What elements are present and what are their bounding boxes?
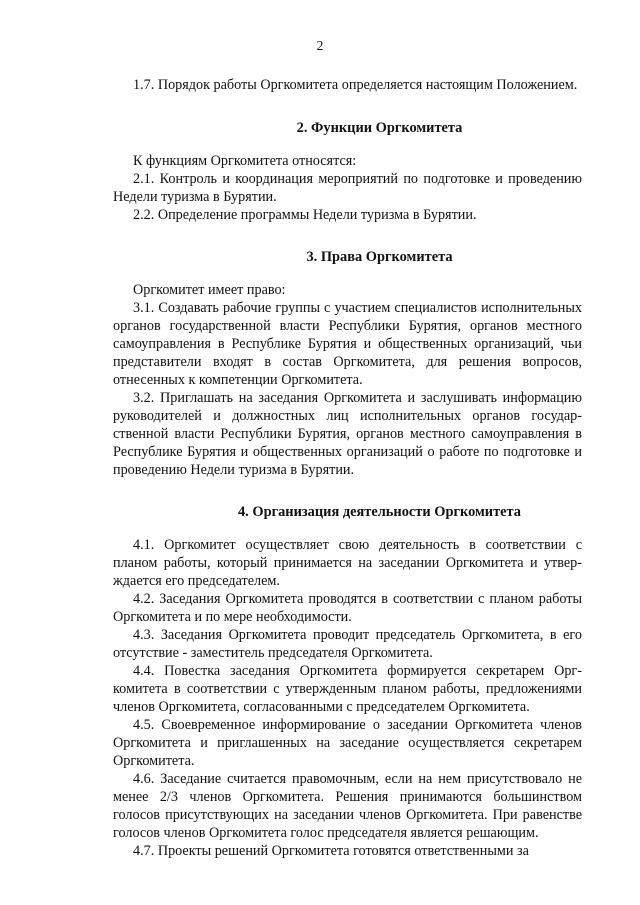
- page-number: 2: [316, 38, 324, 53]
- section-3-heading: 3. Права Оргкомитета: [306, 249, 453, 265]
- section-4-heading: 4. Организация деятельности Оргкомитета: [237, 504, 521, 520]
- paragraph-3-1: 3.1. Создавать рабочие группы с участием специалистов исполнительных органов государственной власти Республики Бурятия, органов местного самоуправления в Республике Бурятия и общественных организаций, чьи представители входят в состав Оргкомитета, для решения вопросов, отнесенных к компетенции Оргкомитета.: [113, 300, 582, 388]
- paragraph-4-5: 4.5. Своевременное информирование о заседании Оргкомитета членов Оргкомитета и приглашенных на заседание осуществляется секретарем Оргкомитета.: [113, 717, 582, 769]
- paragraph-4-6: 4.6. Заседание считается правомочным, если на нем присутствовало не менее 2/3 членов Оргкомитета. Решения принимаются большинством голосов присутствующих на заседании членов Оргкомитета. При равенстве голосов членов Оргкомитета голос председателя является решающим.: [113, 771, 582, 841]
- document-body: [113, 76, 582, 860]
- paragraph-1-7: 1.7. Порядок работы Оргкомитета определяется настоящим Положением.: [133, 77, 578, 93]
- paragraph-4-3: 4.3. Заседания Оргкомитета проводит председатель Оргкомитета, в его отсутствие - заместитель председателя Оргкомитета.: [113, 627, 582, 661]
- paragraph-4-1: 4.1. Оргкомитет осуществляет свою деятельность в соответствии с планом работы, который принимается на заседании Оргкомитета и утверждается его председателем.: [113, 537, 582, 589]
- section-2-intro: К функциям Оргкомитета относятся:: [133, 153, 357, 169]
- paragraph-2-1: 2.1. Контроль и координация мероприятий по подготовке и проведению Недели туризма в Бурятии.: [113, 171, 582, 205]
- paragraph-2-2: 2.2. Определение программы Недели туризма в Бурятии.: [133, 207, 477, 223]
- paragraph-3-2: 3.2. Приглашать на заседания Оргкомитета и заслушивать информацию руководителей и должностных лиц исполнительных органов государственной власти Республики Бурятия, органов местного самоуправления в Республике Бурятия и общественных организаций о работе по подготовке и проведению Недели туризма в Бурятии.: [113, 390, 582, 478]
- paragraph-4-4: 4.4. Повестка заседания Оргкомитета формируется секретарем Оргкомитета в соответствии с утвержденным планом работы, предложениями членов Оргкомитета, согласованными с председателем Оргкомитета.: [113, 663, 582, 715]
- section-2-heading: 2. Функции Оргкомитета: [296, 120, 463, 136]
- paragraph-4-7: 4.7. Проекты решений Оргкомитета готовятся ответственными за: [133, 843, 529, 859]
- section-3-intro: Оргкомитет имеет право:: [133, 282, 286, 298]
- paragraph-4-2: 4.2. Заседания Оргкомитета проводятся в соответствии с планом работы Оргкомитета и по мере необходимости.: [113, 591, 582, 625]
